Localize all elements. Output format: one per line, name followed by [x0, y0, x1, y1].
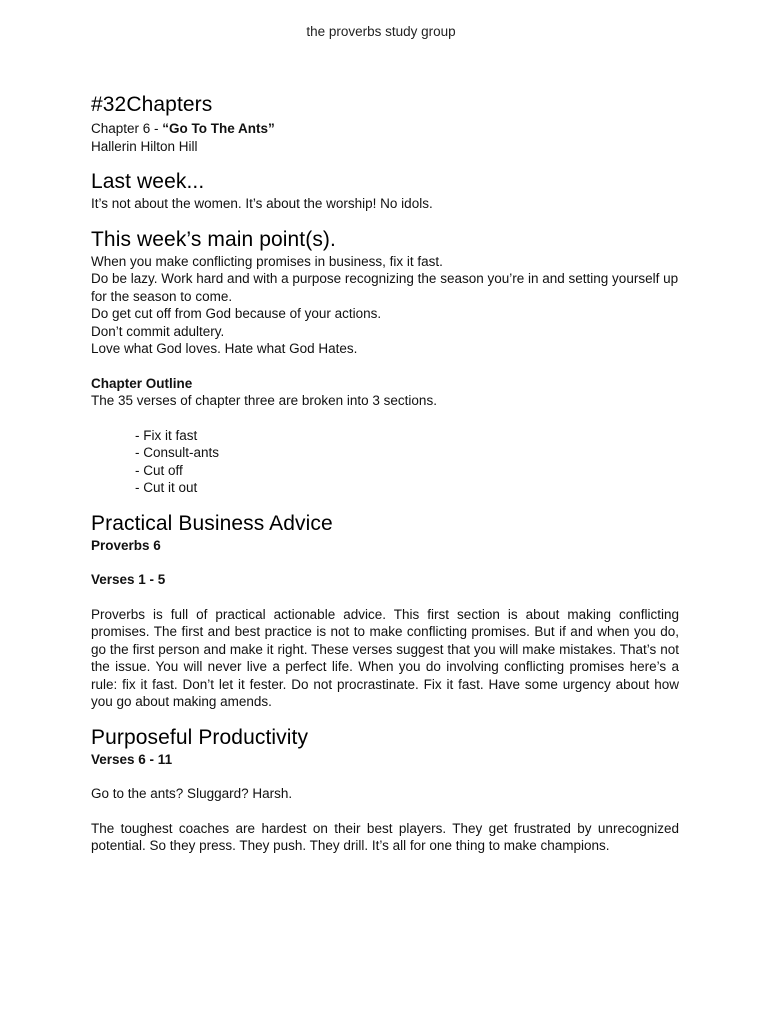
productivity-verses: Verses 6 - 11 [91, 751, 173, 767]
business-paragraph: Proverbs is full of practical actionable advice. This first section is about making conflicting promises. The first and best practice is not to make conflicting promises. But if and when you do, go the first person and make it right. These verses suggest that you will make mistakes. That’s not the issue. You will never live a perfect life. When you do involving conflicting promises here’s a rule: fix it fast. Don’t let it fester. Do not procrastinate. Fix it fast. Have some urgency about how you go about making amends. [91, 606, 679, 709]
last-week-text: It’s not about the women. It’s about the worship! No idols. [91, 196, 433, 211]
outline-intro: The 35 verses of chapter three are broken into 3 sections. [91, 393, 437, 408]
outline-heading: Chapter Outline [91, 375, 193, 391]
main-point-line: Don’t commit adultery. [91, 323, 225, 339]
document-header: the proverbs study group [306, 24, 456, 39]
business-subheading: Proverbs 6 [91, 537, 161, 553]
business-verses: Verses 1 - 5 [91, 572, 166, 587]
chapter-prefix: Chapter 6 - [91, 121, 163, 136]
chapter-name: “Go To The Ants” [162, 121, 275, 136]
outline-list [91, 427, 679, 497]
outline-item: - Cut it out [135, 480, 198, 495]
main-point-line: Love what God loves. Hate what God Hates. [91, 341, 358, 356]
author-name: Hallerin Hilton Hill [91, 138, 198, 154]
document-body [91, 92, 679, 855]
main-point-line: Do be lazy. Work hard and with a purpose recognizing the season you’re in and setting yourself up for the season to come. [91, 271, 679, 304]
chapter-line [91, 120, 679, 138]
productivity-paragraph: The toughest coaches are hardest on their best players. They get frustrated by unrecognized potential. So they press. They push. They drill. It’s all for one thing to make champions. [91, 820, 679, 853]
productivity-heading: Purposeful Productivity [91, 725, 309, 749]
outline-item: - Cut off [135, 462, 183, 478]
main-points-heading: This week’s main point(s). [91, 227, 336, 251]
outline-item: - Fix it fast [135, 427, 198, 443]
business-heading: Practical Business Advice [91, 511, 333, 535]
main-point-line: When you make conflicting promises in business, fix it fast. [91, 253, 443, 269]
main-point-line: Do get cut off from God because of your actions. [91, 306, 382, 321]
document-title: #32Chapters [91, 93, 213, 116]
outline-item: - Consult-ants [135, 445, 220, 460]
last-week-heading: Last week... [91, 170, 205, 193]
productivity-line: Go to the ants? Sluggard? Harsh. [91, 786, 293, 801]
